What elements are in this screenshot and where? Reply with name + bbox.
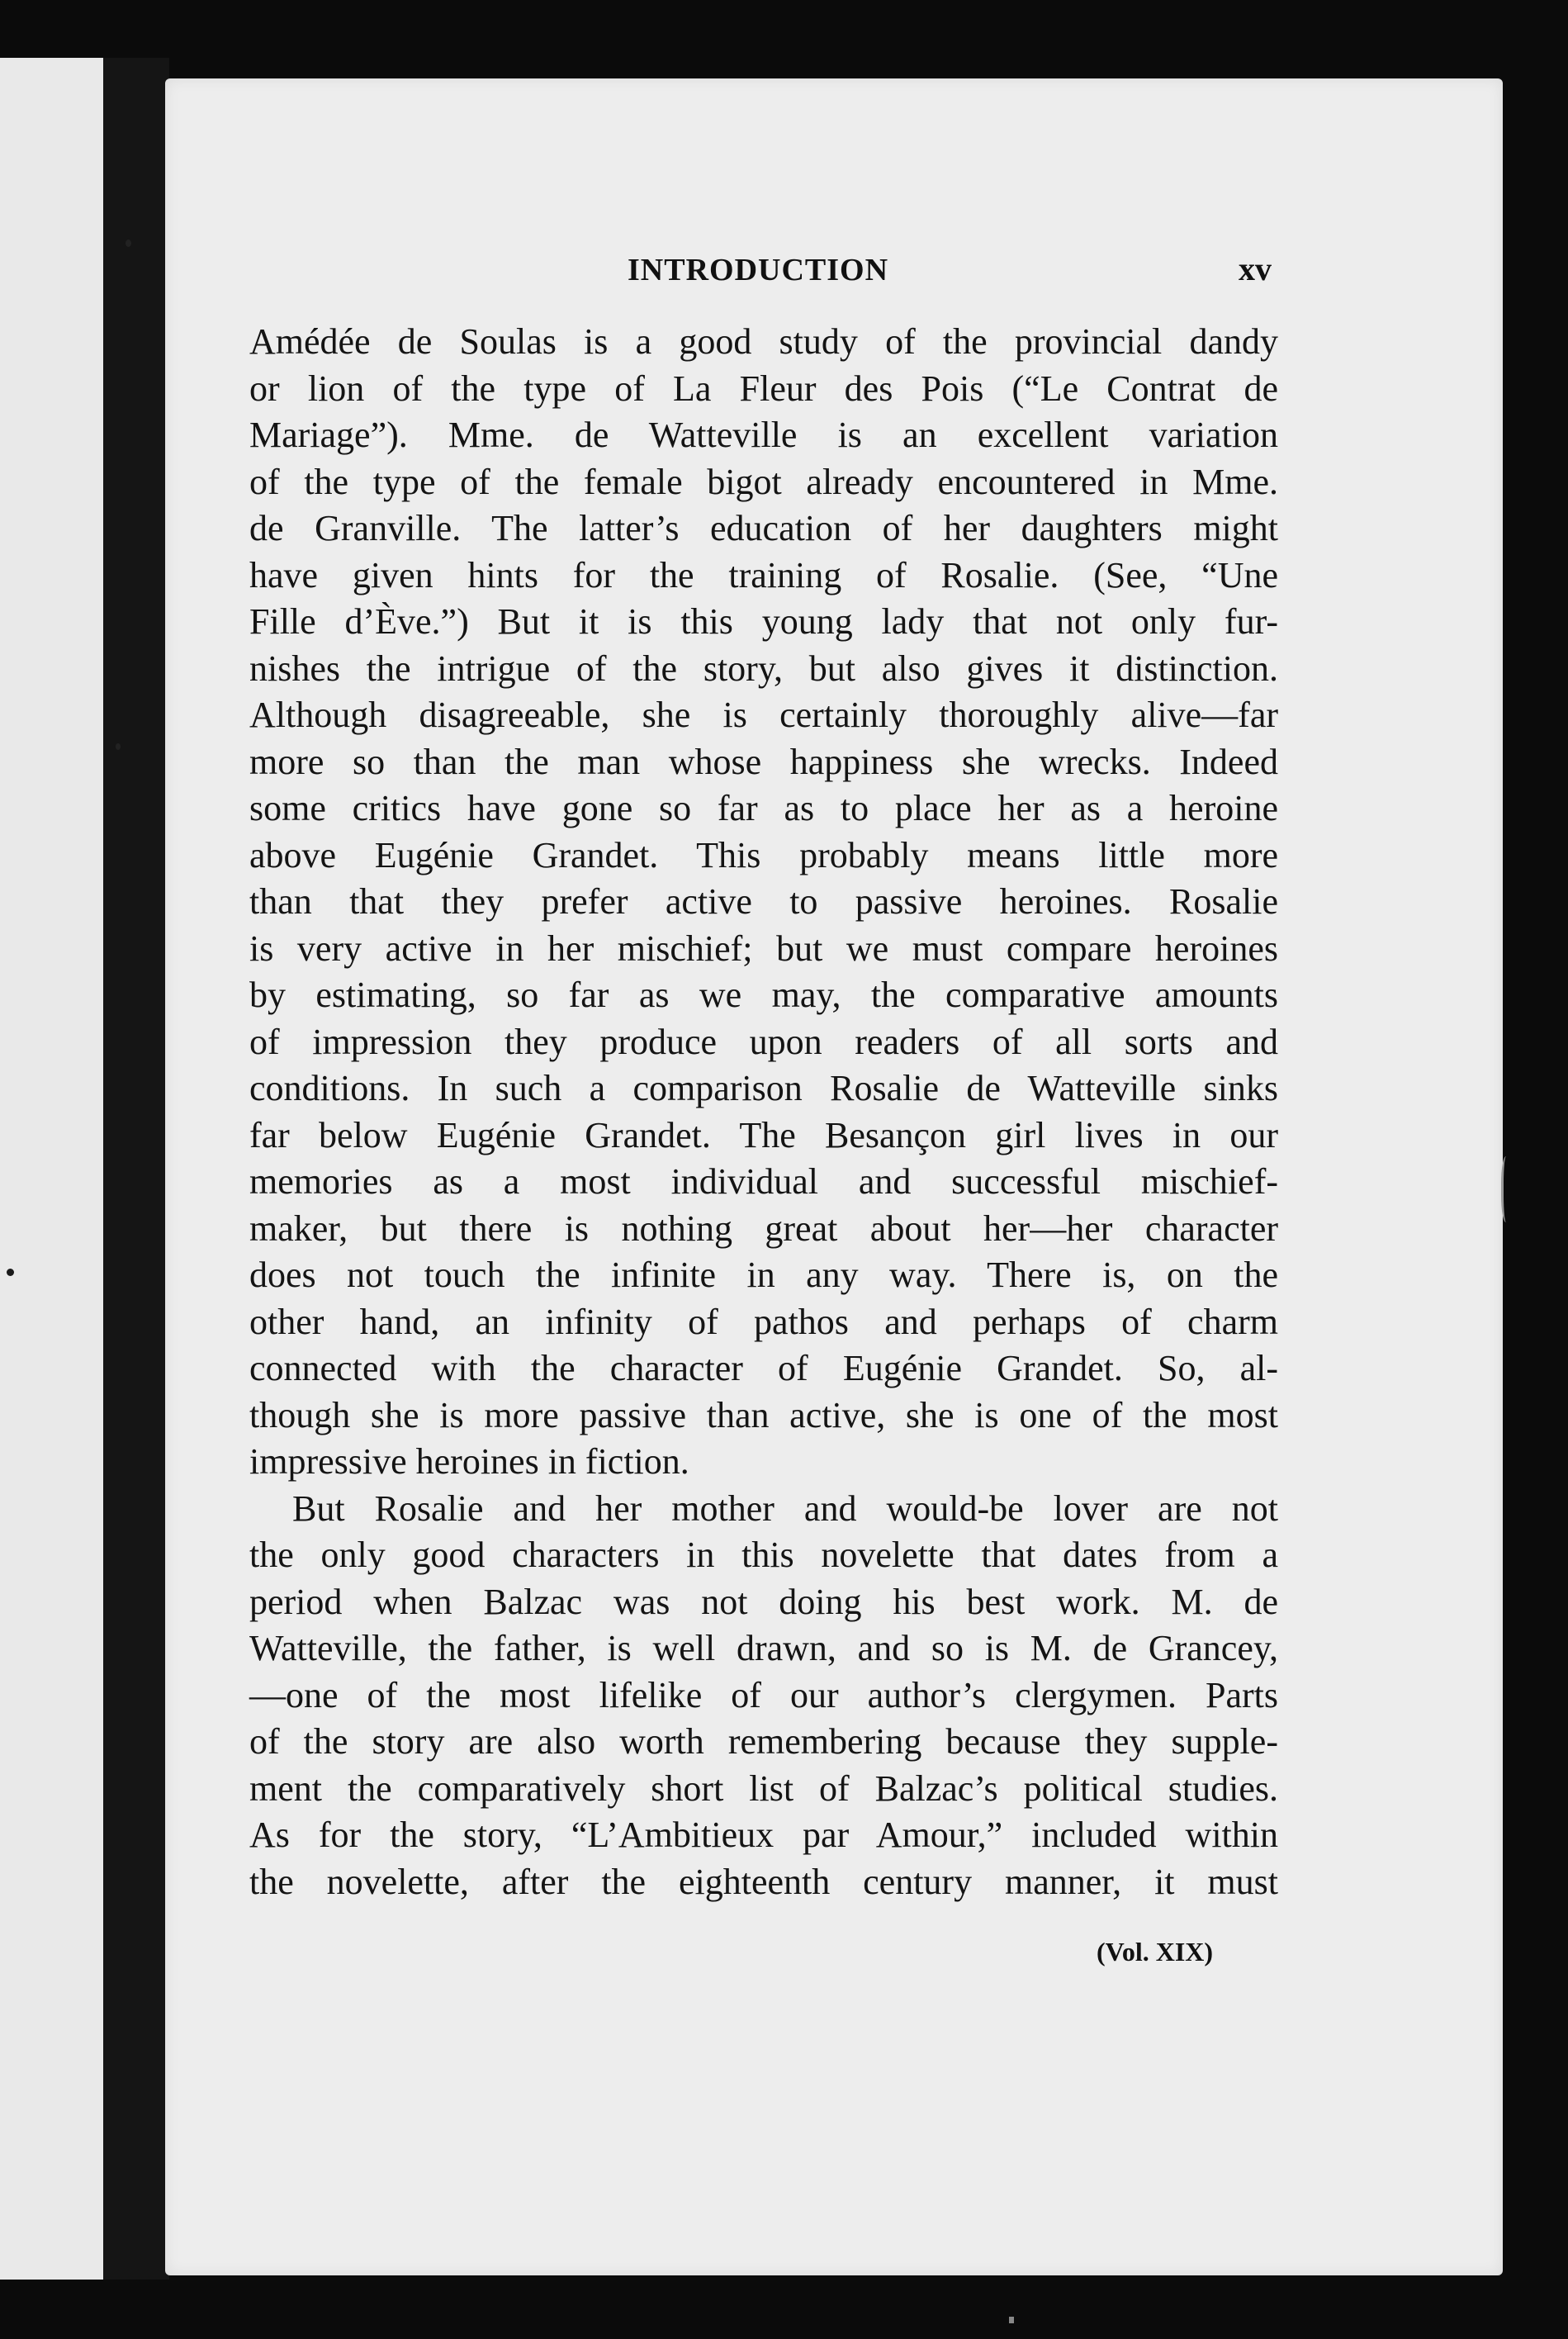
volume-signature: (Vol. XIX) (1097, 1937, 1214, 1967)
scan-speck (1009, 2317, 1014, 2323)
text-line: more so than the man whose happiness she wrecks. Indeed (249, 741, 1278, 782)
text-line: nishes the intrigue of the story, but also gives it distinction. (249, 648, 1278, 689)
text-line: of the story are also worth remembering because they supple- (249, 1721, 1278, 1762)
text-line: impressive heroines in fiction. (249, 1441, 689, 1482)
text-line: ment the comparatively short list of Balzac’s political studies. (249, 1767, 1278, 1809)
text-line: far below Eugénie Grandet. The Besançon girl lives in our (249, 1114, 1278, 1155)
text-line: have given hints for the training of Rosalie. (See, “Une (249, 554, 1278, 595)
text-line: by estimating, so far as we may, the comparative amounts (249, 975, 1278, 1015)
text-line: above Eugénie Grandet. This probably means little more (249, 834, 1278, 875)
text-line: connected with the character of Eugénie Grandet. So, al- (249, 1348, 1278, 1388)
text-line: Fille d’Ève.”) But it is this young lady that not only fur- (249, 601, 1278, 642)
running-header (0, 0, 1568, 287)
text-line: conditions. In such a comparison Rosalie de Watteville sinks (249, 1068, 1278, 1108)
page-edge-mark (1501, 1156, 1514, 1222)
text-line: de Granville. The latter’s education of her daughters might (249, 508, 1278, 548)
text-line: —one of the most lifelike of our author’s clergymen. Parts (249, 1674, 1278, 1715)
paragraph-start-line: But Rosalie and her mother and would-be lover are not (292, 1487, 1278, 1529)
book-gutter (103, 58, 169, 2280)
text-line: of the type of the female bigot already encountered in Mme. (249, 461, 1278, 502)
text-line: some critics have gone so far as to place her as a heroine (249, 788, 1278, 828)
text-line: though she is more passive than active, she is one of the most (249, 1394, 1278, 1435)
text-line: maker, but there is nothing great about her—her character (249, 1207, 1278, 1249)
text-line: the only good characters in this novelette that dates from a (249, 1535, 1278, 1575)
scan-speck (7, 1269, 14, 1276)
text-line: Mariage”). Mme. de Watteville is an excellent variation (249, 415, 1278, 455)
text-line: is very active in her mischief; but we must compare heroines (249, 928, 1278, 969)
body-text (249, 319, 1278, 1905)
running-title: INTRODUCTION (628, 253, 889, 287)
text-line: does not touch the infinite in any way. There is, on the (249, 1255, 1278, 1295)
text-line: memories as a most individual and successful mischief- (249, 1161, 1278, 1202)
text-line: or lion of the type of La Fleur des Pois (“Le Contrat de (249, 368, 1278, 409)
scan-speck (116, 743, 121, 750)
text-line: other hand, an infinity of pathos and perhaps of charm (249, 1301, 1278, 1342)
text-line: period when Balzac was not doing his best work. M. de (249, 1581, 1278, 1622)
text-line: Although disagreeable, she is certainly thoroughly alive—far (249, 695, 1278, 735)
text-line: of impression they produce upon readers of all sorts and (249, 1021, 1278, 1062)
text-line: Watteville, the father, is well drawn, and so is M. de Grancey, (249, 1628, 1278, 1668)
page-number: xv (1239, 250, 1272, 287)
text-line: than that they prefer active to passive heroines. Rosalie (249, 881, 1278, 922)
scan-speck (126, 240, 131, 247)
text-line: Amédée de Soulas is a good study of the provincial dandy (249, 321, 1278, 362)
text-line: As for the story, “L’Ambitieux par Amour,” included within (249, 1815, 1278, 1855)
text-line: the novelette, after the eighteenth century manner, it must (249, 1861, 1278, 1902)
